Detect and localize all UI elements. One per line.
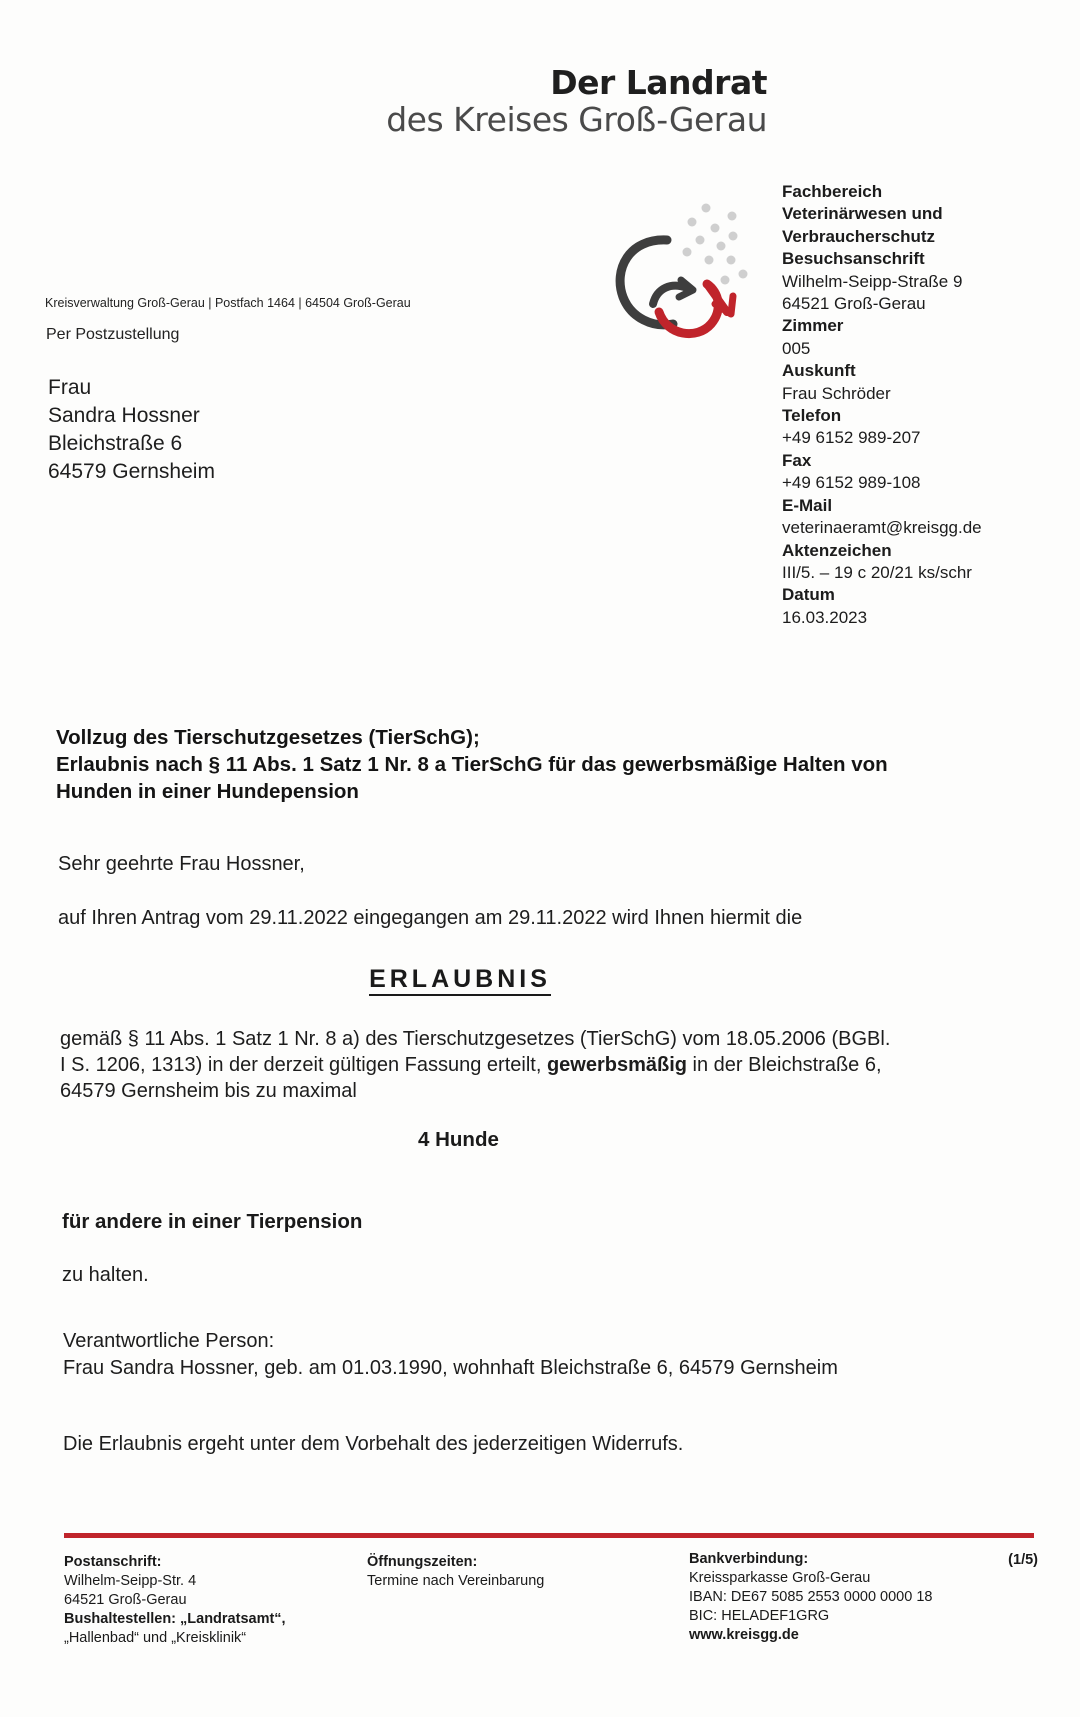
permitted-amount: 4 Hunde [418,1128,499,1151]
responsible-person-label: Verantwortliche Person: [63,1330,275,1352]
department-line1: Veterinärwesen und [782,204,943,224]
department-line2: Verbraucherschutz [782,226,936,246]
delivery-note: Per Postzustellung [46,326,180,343]
body-line1: gemäß § 11 Abs. 1 Satz 1 Nr. 8 a) des Tierschutzgesetzes (TierSchG) vom 18.05.2006 (BGBl. [60,1028,891,1050]
file-reference-label: Aktenzeichen [782,540,892,560]
phone-label: Telefon [782,406,842,426]
intro-paragraph: auf Ihren Antrag vom 29.11.2022 eingegangen am 29.11.2022 wird Ihnen hiermit die [58,907,803,929]
bank-iban: IBAN: DE67 5085 2553 0000 0000 18 [689,1589,933,1605]
subject-line2: Erlaubnis nach § 11 Abs. 1 Satz 1 Nr. 8 a TierSchG für das gewerbsmäßige Halten von [56,753,888,776]
bus-stops-value: „Hallenbad“ und „Kreisklinik“ [64,1630,247,1646]
body-line2 [60,1052,1020,1078]
recipient-city: 64579 Gernsheim [48,460,215,483]
bank-name: Kreissparkasse Groß-Gerau [689,1570,871,1586]
date-value: 16.03.2023 [782,607,868,627]
recipient-name: Sandra Hossner [48,404,200,427]
subject-line3: Hunden in einer Hundepension [56,780,359,803]
department-label: Fachbereich [782,182,883,201]
grant-title [0,965,920,994]
bank-bic: BIC: HELADEF1GRG [689,1608,830,1624]
body-line2-post: in der Bleichstraße 6, [687,1054,882,1076]
visit-city: 64521 Groß-Gerau [782,294,926,314]
phone-value: +49 6152 989-207 [782,428,921,448]
contact-info-block [782,181,982,629]
hours-value: Termine nach Vereinbarung [367,1573,545,1589]
sender-return-address: Kreisverwaltung Groß-Gerau | Postfach 1464 | 64504 Groß-Gerau [45,296,411,310]
responsible-person-value: Frau Sandra Hossner, geb. am 01.03.1990, wohnhaft Bleichstraße 6, 64579 Gernsheim [63,1357,838,1379]
date-label: Datum [782,585,835,605]
district-logo [607,200,757,365]
room-value: 005 [782,338,811,358]
body-line3: 64579 Gernsheim bis zu maximal [60,1080,357,1102]
email-value: veterinaeramt@kreisgg.de [782,518,982,538]
website-link[interactable]: www.kreisgg.de [689,1627,799,1643]
postal-street: Wilhelm-Seipp-Str. 4 [64,1573,197,1589]
postal-city: 64521 Groß-Gerau [64,1592,187,1608]
contact-label: Auskunft [782,361,856,381]
letterhead-title [386,63,767,139]
grant-body-paragraph [60,1026,1020,1104]
footer-postal-address [64,1553,286,1648]
closing-verb: zu halten. [62,1264,149,1286]
purpose-line: für andere in einer Tierpension [62,1210,363,1233]
contact-value: Frau Schröder [782,383,891,403]
footer-bank-details [689,1550,932,1645]
greeting: Sehr geehrte Frau Hossner, [58,853,305,875]
subject-heading [56,724,1016,805]
visit-street: Wilhelm-Seipp-Straße 9 [782,271,963,291]
postal-label: Postanschrift: [64,1554,162,1570]
revocation-note: Die Erlaubnis ergeht unter dem Vorbehalt des jederzeitigen Widerrufs. [63,1433,684,1455]
page-number: (1/5) [1008,1552,1038,1568]
letterhead-line1: Der Landrat [550,63,767,102]
email-label: E-Mail [782,495,833,515]
hours-label: Öffnungszeiten: [367,1554,478,1570]
fax-value: +49 6152 989-108 [782,473,921,493]
bank-label: Bankverbindung: [689,1551,809,1567]
recipient-address [48,374,215,486]
recipient-street: Bleichstraße 6 [48,432,183,455]
bus-stops-label: Bushaltestellen: „Landratsamt“, [64,1611,286,1627]
fax-label: Fax [782,450,812,470]
body-line2-bold: gewerbsmäßig [546,1054,687,1076]
visit-address-label: Besuchsanschrift [782,249,925,269]
footer-opening-hours [367,1553,544,1591]
subject-line1: Vollzug des Tierschutzgesetzes (TierSchG); [56,726,480,749]
recipient-salutation: Frau [48,376,92,399]
file-reference-value: III/5. – 19 c 20/21 ks/schr [782,562,972,582]
body-line2-pre: I S. 1206, 1313) in der derzeit gültigen Fassung erteilt, [60,1054,547,1076]
footer-divider [64,1533,1034,1538]
grant-title-text: ERLAUBNIS [369,965,551,996]
letterhead-line2: des Kreises Groß-Gerau [386,100,767,139]
room-label: Zimmer [782,316,844,336]
